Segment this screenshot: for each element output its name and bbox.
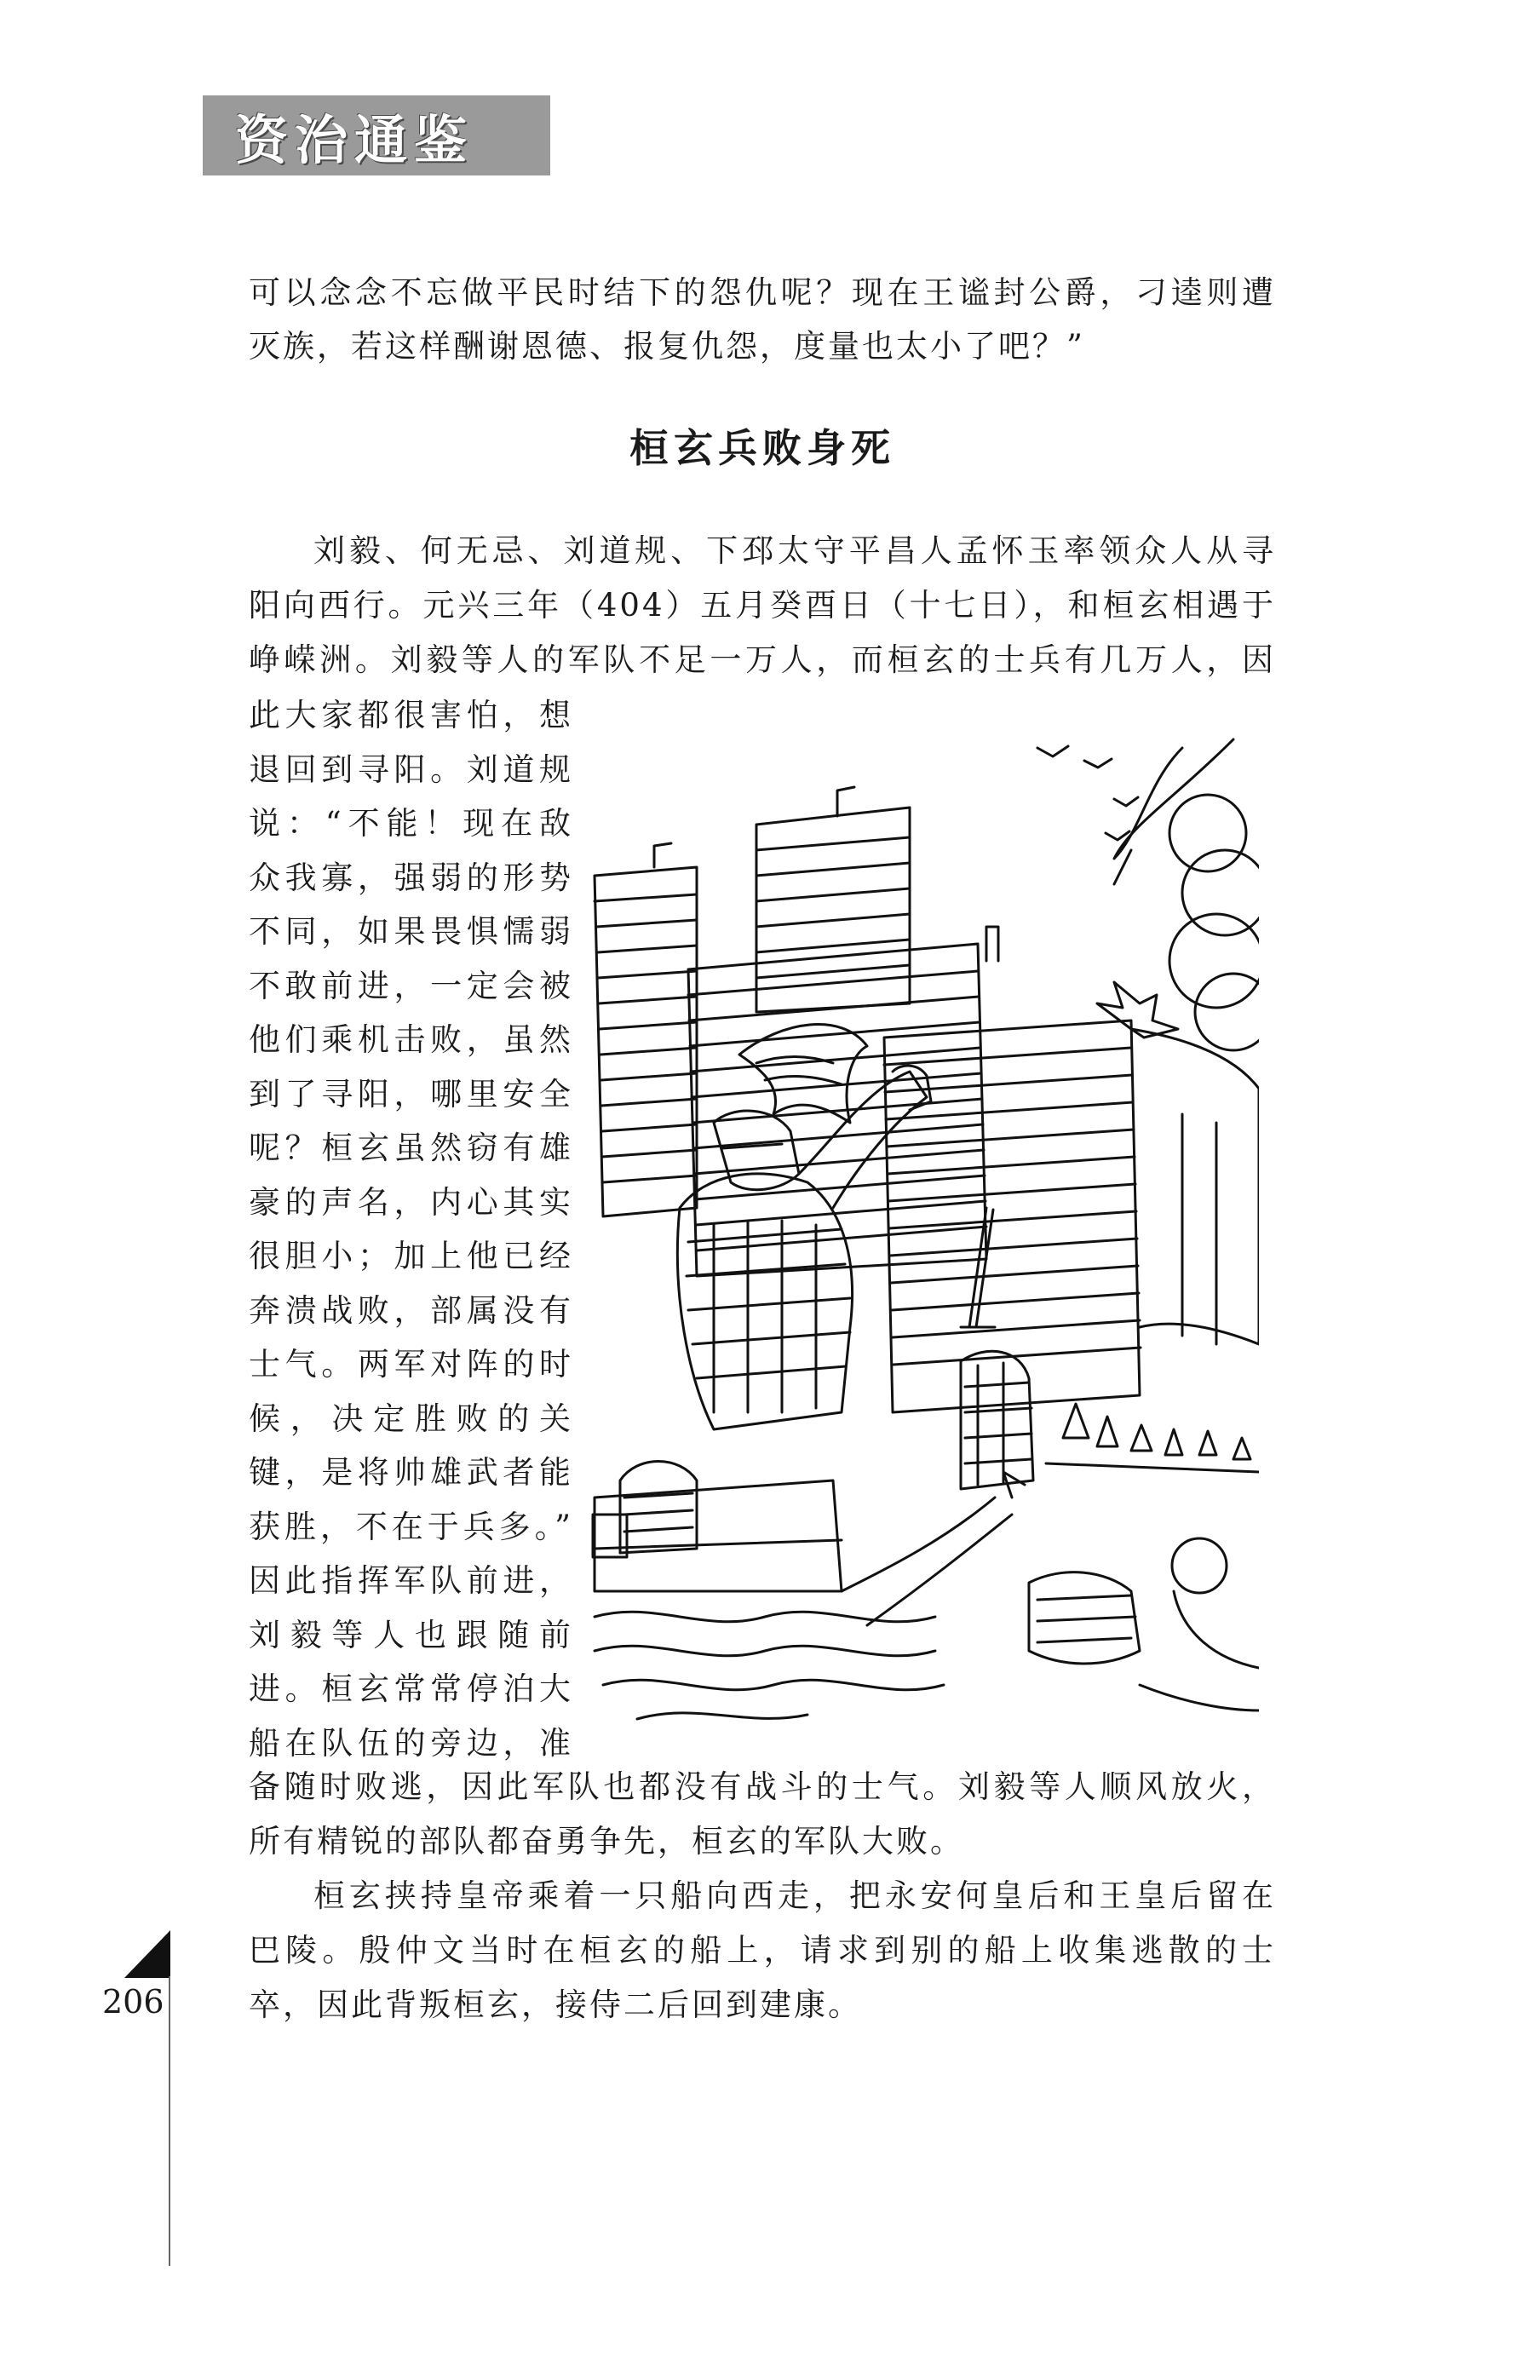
paragraph-line: 士气。两军对阵的时 xyxy=(249,1346,571,1383)
paragraph-line: 获胜，不在于兵多。” xyxy=(249,1508,571,1545)
paragraph-line: 船在队伍的旁边，准 xyxy=(249,1724,571,1762)
paragraph-line: 众我寡，强弱的形势 xyxy=(249,859,571,896)
paragraph-line: 豪的声名，内心其实 xyxy=(249,1183,571,1221)
paragraph-line: 他们乘机击败，虽然 xyxy=(249,1021,571,1058)
paragraph-line: 到了寻阳，哪里安全 xyxy=(249,1075,571,1112)
book-title: 资治通鉴 xyxy=(235,108,474,171)
narrow-text-column xyxy=(249,688,571,1770)
paragraph-line: 不敢前进，一定会被 xyxy=(249,967,571,1004)
section-title: 桓玄兵败身死 xyxy=(629,425,895,471)
paragraph-line: 很胆小；加上他已经 xyxy=(249,1238,571,1274)
paragraph-line: 呢？桓玄虽然窃有雄 xyxy=(249,1130,571,1166)
paragraph-line: 进。桓玄常常停泊大 xyxy=(249,1670,571,1707)
paragraph-line: 候，决定胜败的关 xyxy=(249,1400,571,1437)
paragraph-line: 奔溃战败，部属没有 xyxy=(249,1291,571,1329)
paragraph-line: 此大家都很害怕，想 xyxy=(249,697,571,733)
paragraph-line: 卒，因此背叛桓玄，接侍二后回到建康。 xyxy=(249,1986,862,2023)
paragraph-line: 巴陵。殷仲文当时在桓玄的船上，请求到别的船上收集逃散的士 xyxy=(249,1932,1276,1969)
paragraph-line: 备随时败逃，因此军队也都没有战斗的士气。刘毅等人顺风放火， xyxy=(249,1768,1276,1805)
battle-illustration xyxy=(586,731,1259,1728)
intro-line: 可以念念不忘做平民时结下的怨仇呢？现在王谧封公爵，刁逵则遭 xyxy=(249,274,1276,311)
paragraph-line: 退回到寻阳。刘道规 xyxy=(249,750,571,788)
paragraph-line: 因此指挥军队前进， xyxy=(249,1562,571,1599)
paragraph-line: 桓玄挟持皇帝乘着一只船向西走，把永安何皇后和王皇后留在 xyxy=(313,1877,1276,1914)
book-title-banner xyxy=(203,95,550,175)
paragraph-line: 峥嵘洲。刘毅等人的军队不足一万人，而桓玄的士兵有几万人，因 xyxy=(249,641,1276,678)
paragraph-line: 刘毅、何无忌、刘道规、下邳太守平昌人孟怀玉率领众人从寻 xyxy=(313,532,1276,569)
paragraph-line: 不同，如果畏惧懦弱 xyxy=(249,913,571,950)
page-number: 206 xyxy=(102,1983,164,2021)
page-corner-marker xyxy=(124,1930,170,1978)
paragraph-line: 键，是将帅雄武者能 xyxy=(249,1454,571,1491)
margin-rule xyxy=(169,1976,170,2266)
intro-line: 灭族，若这样酬谢恩德、报复仇怨，度量也太小了吧？” xyxy=(249,328,1085,365)
paragraph-line: 刘毅等人也跟随前 xyxy=(249,1616,571,1653)
paragraph-line: 阳向西行。元兴三年（404）五月癸酉日（十七日），和桓玄相遇于 xyxy=(249,587,1276,624)
paragraph-line: 所有精锐的部队都奋勇争先，桓玄的军队大败。 xyxy=(249,1823,964,1860)
paragraph-line: 说：“不能！现在敌 xyxy=(249,805,571,842)
